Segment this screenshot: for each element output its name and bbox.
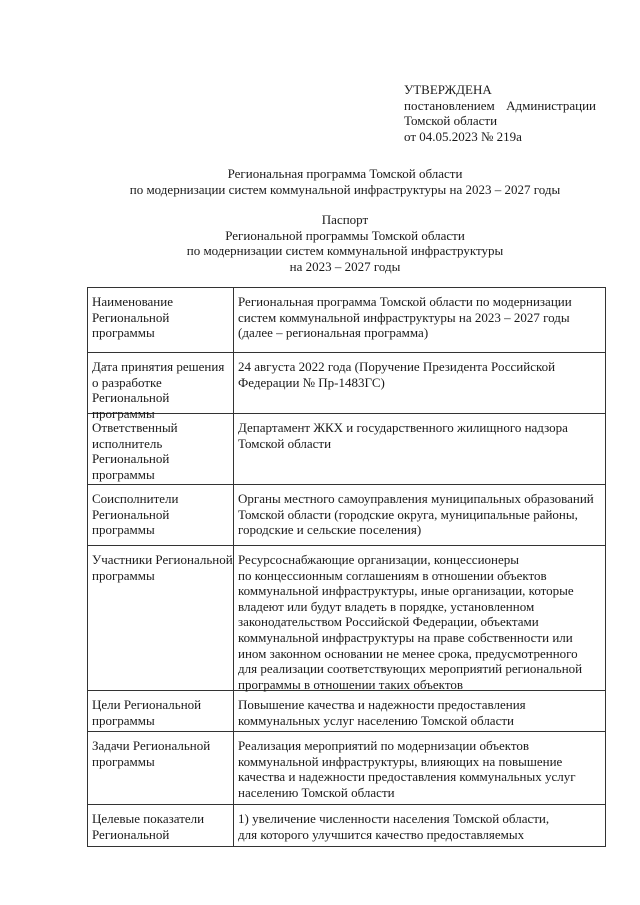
- cell-text-line: Региональной: [92, 451, 170, 467]
- cell-text-line: для реализации соответствующих мероприятий региональной: [238, 661, 583, 677]
- cell-text-line: систем коммунальной инфраструктуры на 2023 – 2027 годы: [238, 309, 570, 325]
- cell-text-line: Цели Региональной: [92, 697, 202, 712]
- cell-text-line: Дата принятия решения: [92, 359, 225, 374]
- cell-text-line: программы: [92, 753, 155, 769]
- passport-table: [87, 287, 606, 847]
- title-line: по модернизации систем коммунальной инфраструктуры на 2023 – 2027 годы: [129, 181, 561, 197]
- cell-text-line: о разработке: [92, 374, 162, 390]
- cell-text-line: 24 августа 2022 года (Поручение Президента Российской: [238, 359, 556, 374]
- cell-text-line: Соисполнители: [92, 491, 179, 506]
- passport-line: Паспорт: [321, 212, 369, 227]
- table-row: [88, 546, 605, 691]
- cell-text-line: Целевые показатели: [92, 811, 205, 826]
- row-label-cell: [88, 288, 234, 352]
- row-value-cell: [234, 732, 605, 804]
- row-value-cell: [234, 546, 605, 690]
- cell-text-line: программы: [92, 405, 155, 421]
- cell-text-line: программы в отношении таких объектов: [238, 676, 463, 692]
- cell-text-line: Региональной: [92, 826, 170, 842]
- row-value-cell: [234, 691, 605, 731]
- passport-heading: [0, 212, 640, 274]
- approval-date-number: от 04.05.2023 № 219а: [404, 128, 522, 144]
- cell-text-line: программы: [92, 567, 155, 583]
- cell-text-line: качества и надежности предоставления коммунальных услуг: [238, 769, 576, 785]
- approval-block: [404, 82, 596, 144]
- cell-text-line: Томской области: [238, 435, 332, 451]
- cell-text-line: владеют или будут владеть в порядке, установленном: [238, 598, 535, 614]
- cell-text-line: ином законном основании не менее срока, предусмотренного: [238, 645, 578, 661]
- cell-text-line: Участники Региональной: [92, 552, 233, 567]
- cell-text-line: коммунальной инфраструктуры, иные организации, которые: [238, 583, 574, 599]
- table-row: [88, 732, 605, 805]
- passport-line: по модернизации систем коммунальной инфраструктуры: [186, 243, 504, 259]
- cell-text-line: Органы местного самоуправления муниципальных образований: [238, 491, 594, 506]
- row-label-cell: [88, 691, 234, 731]
- approval-region: Томской области: [404, 113, 498, 129]
- table-row: [88, 805, 605, 847]
- cell-text-line: (далее – региональная программа): [238, 325, 429, 341]
- cell-text-line: Региональной: [92, 390, 170, 406]
- cell-text-line: программы: [92, 325, 155, 341]
- table-row: [88, 353, 605, 421]
- cell-text-line: населению Томской области: [238, 784, 395, 800]
- cell-text-line: программы: [92, 466, 155, 482]
- cell-text-line: для которого улучшится качество предоставляемых: [238, 826, 525, 842]
- cell-text-line: Реализация мероприятий по модернизации объектов: [238, 738, 530, 753]
- table-row: [88, 691, 605, 732]
- document-title: [0, 166, 640, 197]
- row-label-cell: [88, 353, 234, 421]
- cell-text-line: коммунальных услуг населению Томской области: [238, 712, 514, 728]
- approval-heading: УТВЕРЖДЕНА: [404, 82, 492, 97]
- row-value-cell: [234, 414, 605, 484]
- cell-text-line: программы: [92, 522, 155, 538]
- passport-line: на 2023 – 2027 годы: [289, 258, 401, 274]
- row-label-cell: [88, 485, 234, 545]
- table-row: [88, 485, 605, 546]
- cell-text-line: по концессионным соглашениям в отношении объектов: [238, 567, 547, 583]
- cell-text-line: Региональной: [92, 309, 170, 325]
- approval-decree-word: постановлением: [404, 97, 495, 113]
- passport-line: Региональной программы Томской области: [225, 227, 465, 243]
- row-value-cell: [234, 485, 605, 545]
- cell-text-line: Региональная программа Томской области по модернизации: [238, 294, 572, 309]
- cell-text-line: Ресурсоснабжающие организации, концессионеры: [238, 552, 519, 567]
- cell-text-line: Наименование: [92, 294, 173, 309]
- row-value-cell: [234, 805, 605, 846]
- table-row: [88, 288, 605, 353]
- cell-text-line: законодательством Российской Федерации, объектами: [238, 614, 539, 630]
- row-label-cell: [88, 414, 234, 484]
- cell-text-line: городские и сельские поселения): [238, 522, 422, 538]
- cell-text-line: Департамент ЖКХ и государственного жилищного надзора: [238, 420, 568, 435]
- cell-text-line: исполнитель: [92, 435, 163, 451]
- row-label-cell: [88, 805, 234, 846]
- cell-text-line: Региональной: [92, 506, 170, 522]
- cell-text-line: Ответственный: [92, 420, 178, 435]
- row-value-cell: [234, 288, 605, 352]
- table-row: [88, 414, 605, 485]
- row-value-cell: [234, 353, 605, 413]
- cell-text-line: программы: [92, 712, 155, 728]
- cell-text-line: коммунальной инфраструктуры, влияющих на повышение: [238, 753, 563, 769]
- row-label-cell: [88, 546, 234, 690]
- cell-text-line: Федерации № Пр-1483ГС): [238, 374, 385, 390]
- approval-administration-word: Администрации: [506, 97, 596, 113]
- cell-text-line: Повышение качества и надежности предоставления: [238, 697, 526, 712]
- cell-text-line: Задачи Региональной: [92, 738, 211, 753]
- approval-line: [404, 98, 596, 114]
- cell-text-line: коммунальной инфраструктуры на праве собственности или: [238, 629, 573, 645]
- row-label-cell: [88, 732, 234, 804]
- cell-text-line: 1) увеличение численности населения Томской области,: [238, 811, 550, 826]
- title-line: Региональная программа Томской области: [227, 166, 463, 181]
- cell-text-line: Томской области (городские округа, муниципальные районы,: [238, 506, 578, 522]
